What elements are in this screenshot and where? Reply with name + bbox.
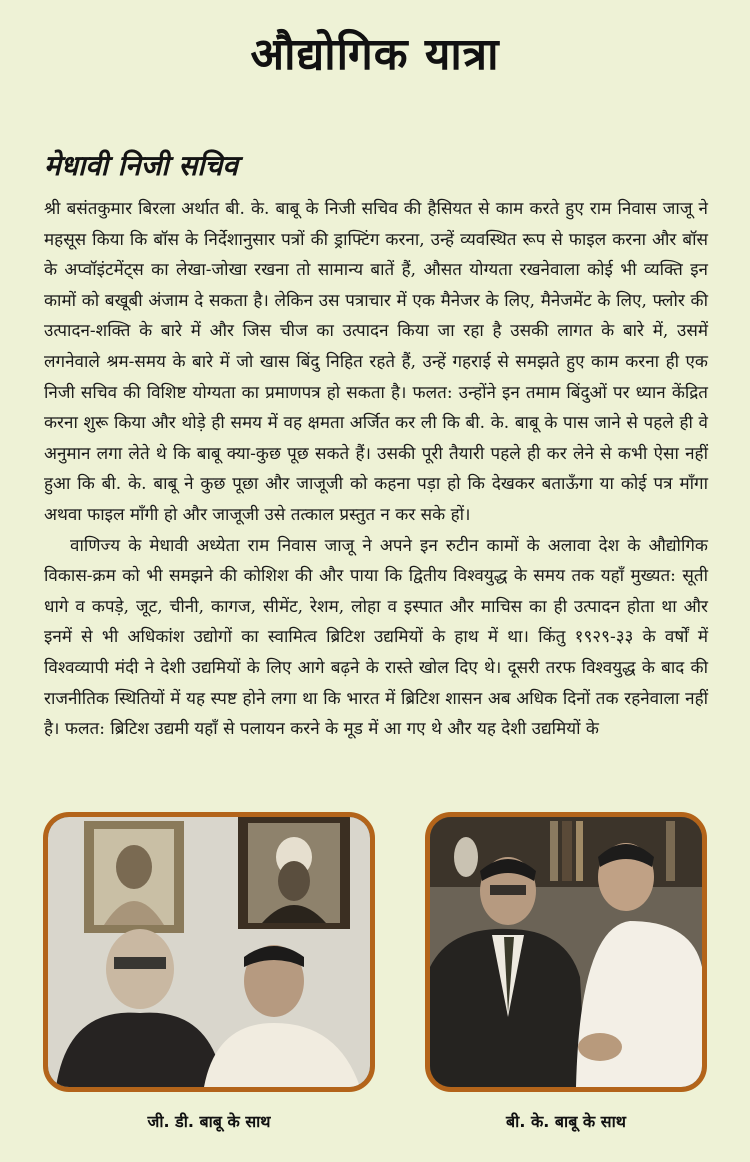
photo-2-image xyxy=(430,817,702,1087)
photo-1-caption: जी. डी. बाबू के साथ xyxy=(147,1112,271,1131)
photo-2-caption: बी. के. बाबू के साथ xyxy=(506,1112,626,1131)
page-title: औद्योगिक यात्रा xyxy=(250,29,500,80)
photo-1-image xyxy=(48,817,370,1087)
photo-with-gd-babu xyxy=(43,812,375,1092)
photo-with-bk-babu xyxy=(425,812,707,1092)
body-text xyxy=(44,194,708,745)
paragraph: श्री बसंतकुमार बिरला अर्थात बी. के. बाबू के निजी सचिव की हैसियत से काम करते हुए राम निवास जाजू ने महसूस किया कि बॉस के निर्देशानुसार पत्रों की ड्राफ्टिंग करना, उन्हें व्यवस्थित रूप से फाइल करना और बॉस के अप्वॉइंटमेंट्स का लेखा-जोखा रखना तो सामान्य बातें हैं, औसत योग्यता रखनेवाला कोई भी व्यक्ति इन कामों को बखूबी अंजाम दे सकता है। लेकिन उस पत्राचार में एक मैनेजर के लिए, मैनेजमेंट के लिए, फ्लोर की उत्पादन-शक्ति के बारे में और जिस चीज का उत्पादन किया जा रहा है उसकी लागत के बारे में, उसमें लगनेवाले श्रम-समय के बारे में जो खास बिंदु निहित रहते हैं, उन्हें गहराई से समझते हुए काम करना ही एक निजी सचिव की विशिष्ट योग्यता का प्रमाणपत्र हो सकता है। फलत: उन्होंने इन तमाम बिंदुओं पर ध्यान केंद्रित करना शुरू किया और थोड़े ही समय में वह क्षमता अर्जित कर ली कि बी. के. बाबू के पास जाने से पहले ही वे अनुमान लगा लेते थे कि बाबू क्या-कुछ पूछ सकते हैं। उसकी पूरी तैयारी पहले ही कर लेने से कभी ऐसा नहीं हुआ कि बी. के. बाबू ने कुछ पूछा और जाजूजी को कहना पड़ा हो कि देखकर बताऊँगा या कोई पत्र माँगा अथवा फाइल माँगी हो और जाजूजी उसे तत्काल प्रस्तुत न कर सके हों। xyxy=(44,199,708,525)
paragraph: वाणिज्य के मेधावी अध्येता राम निवास जाजू ने अपने इन रुटीन कामों के अलावा देश के औद्योगिक विकास-क्रम को भी समझने की कोशिश की और पाया कि द्वितीय विश्वयुद्ध के समय तक यहाँ मुख्यत: सूती धागे व कपड़े, जूट, चीनी, कागज, सीमेंट, रेशम, लोहा व इस्पात और माचिस का ही उत्पादन होता था और इनमें से भी अधिकांश उद्योगों का स्वामित्व ब्रिटिश उद्यमियों के हाथ में था। किंतु १९२९-३३ के वर्षों में विश्वव्यापी मंदी ने देशी उद्यमियों के लिए आगे बढ़ने के रास्ते खोल दिए थे। दूसरी तरफ विश्वयुद्ध के बाद की राजनीतिक स्थितियों में यह स्पष्ट होने लगा था कि भारत में ब्रिटिश शासन अब अधिक दिनों तक रहनेवाला नहीं है। फलत: ब्रिटिश उद्यमी यहाँ से पलायन करने के मूड में आ गए थे और यह देशी उद्यमियों के xyxy=(44,535,709,740)
section-heading: मेधावी निजी सचिव xyxy=(44,149,238,182)
